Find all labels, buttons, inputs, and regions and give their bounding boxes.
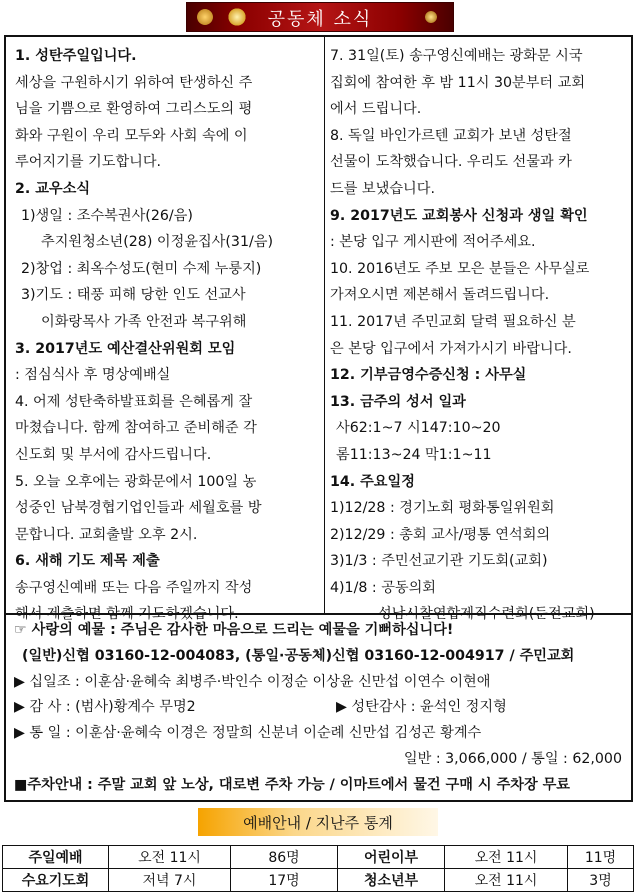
- news-line: 성중인 남북경협기업인들과 세월호를 방: [15, 500, 262, 517]
- news-line: 8. 독일 바인가르텐 교회가 보낸 성탄절: [330, 127, 572, 144]
- column-divider: [324, 37, 325, 613]
- news-line: 문합니다. 교회출발 오후 2시.: [15, 526, 198, 543]
- news-line: 2)12/29 : 총회 교사/평통 연석회의: [330, 526, 551, 543]
- table-cell: 오전 11시: [445, 869, 568, 892]
- news-line: 1)생일 : 조수복권사(26/음): [21, 207, 193, 224]
- news-line: 4)1/8 : 공동의회: [330, 579, 437, 596]
- parking-info: ■주차안내 : 주말 교회 앞 노상, 대로변 주차 가능 / 이마트에서 물건 구매 시 주차장 무료: [14, 776, 571, 793]
- news-line: 신도회 및 부서에 감사드립니다.: [15, 446, 212, 463]
- table-cell: 오전 11시: [109, 846, 231, 869]
- table-row: [3, 869, 634, 892]
- news-line: 1. 성탄주일입니다.: [15, 48, 137, 64]
- news-line: 에서 드립니다.: [330, 101, 422, 118]
- news-line: 선물이 도착했습니다. 우리도 선물과 카: [330, 154, 572, 171]
- table-cell: 3명: [568, 869, 634, 892]
- offering-content: [14, 618, 626, 799]
- table-cell: 청소년부: [338, 869, 445, 892]
- news-line: 6. 새해 기도 제목 제출: [15, 553, 160, 570]
- news-line: 은 본당 입구에서 가져가시기 바랍니다.: [330, 340, 572, 357]
- offering-heading: ☞ 사랑의 예물 : 주님은 감사한 마음으로 드리는 예물을 기뻐하십니다!: [14, 622, 454, 638]
- news-line: 세상을 구원하시기 위하여 탄생하신 주: [15, 74, 253, 91]
- table-cell: 수요기도회: [3, 869, 109, 892]
- news-line: 3)기도 : 태풍 피해 당한 인도 선교사: [21, 287, 246, 304]
- news-line: 마쳤습니다. 함께 참여하고 준비해준 각: [15, 420, 257, 437]
- news-line: 루어지기를 기도합니다.: [15, 154, 162, 171]
- news-line: : 본당 입구 게시판에 적어주세요.: [330, 234, 536, 251]
- news-line: 해서 제출하면 함께 기도하겠습니다.: [15, 606, 239, 623]
- news-line: 드를 보냈습니다.: [330, 180, 435, 197]
- news-line: 추지원청소년(28) 이정윤집사(31/음): [41, 234, 273, 251]
- table-cell: 오전 11시: [445, 846, 568, 869]
- news-line: 가져오시면 제본해서 돌려드립니다.: [330, 287, 550, 304]
- news-line: 7. 31일(토) 송구영신예배는 광화문 시국: [330, 48, 583, 64]
- offering-box: [4, 615, 633, 802]
- news-line: 사62:1~7 시147:10~20: [336, 420, 501, 437]
- news-line: : 점심식사 후 명상예배실: [15, 367, 171, 384]
- tithe-line: ▶ 십일조 : 이훈삼·윤혜숙 최병주·박인수 이정순 이상윤 신만섭 이연수 이현애: [14, 673, 491, 690]
- news-line: 3)1/3 : 주민선교기관 기도회(교회): [330, 553, 548, 570]
- news-line: 9. 2017년도 교회봉사 신청과 생일 확인: [330, 207, 588, 224]
- news-line: 롬11:13~24 막1:1~11: [336, 446, 492, 463]
- offering-totals: 일반 : 3,066,000 / 통일 : 62,000: [403, 750, 622, 767]
- news-line: 송구영신예배 또는 다음 주일까지 작성: [15, 579, 253, 596]
- thanks-line: [14, 695, 626, 721]
- table-cell: 주일예배: [3, 846, 109, 869]
- worship-table: [2, 845, 634, 892]
- news-line: 14. 주요일정: [330, 473, 415, 490]
- news-box: [4, 35, 633, 623]
- news-line: 11. 2017년 주민교회 달력 필요하신 분: [330, 313, 576, 330]
- thanks-christmas: ▶ 성탄감사 : 윤석인 정지형: [336, 699, 507, 716]
- table-cell: 어린이부: [338, 846, 445, 869]
- left-column: [15, 43, 317, 628]
- news-line: 1)12/28 : 경기노회 평화통일위원회: [330, 500, 555, 517]
- thanks-general: ▶ 감 사 : (범사)황계수 무명2: [14, 699, 196, 716]
- bank-accounts: (일반)신협 03160-12-004083, (통일·공동체)신협 03160-12-004917 / 주민교회: [22, 647, 575, 664]
- page-title: 공동체 소식: [267, 9, 373, 30]
- news-line: 2. 교우소식: [15, 180, 91, 197]
- news-line: 13. 금주의 성서 일과: [330, 393, 466, 410]
- section-header-banner: [186, 2, 454, 32]
- news-line: 이화랑목사 가족 안전과 복구위해: [41, 313, 247, 330]
- news-line: 집회에 참여한 후 밤 11시 30분부터 교회: [330, 74, 586, 91]
- table-cell: 17명: [231, 869, 338, 892]
- table-row: [3, 846, 634, 869]
- news-line: 성남시찰연합제직수련회(둔전교회): [378, 606, 595, 623]
- table-cell: 저녁 7시: [109, 869, 231, 892]
- news-line: 화와 구원이 우리 모두와 사회 속에 이: [15, 127, 248, 144]
- news-line: 12. 기부금영수증신청 : 사무실: [330, 367, 527, 384]
- table-cell: 86명: [231, 846, 338, 869]
- news-line: 4. 어제 성탄축하발표회를 은혜롭게 잘: [15, 393, 253, 410]
- news-line: 님을 기쁨으로 환영하여 그리스도의 평: [15, 101, 253, 118]
- right-column: [330, 43, 628, 628]
- news-line: 5. 오늘 오후에는 광화문에서 100일 농: [15, 473, 257, 490]
- news-line: 10. 2016년도 주보 모은 분들은 사무실로: [330, 260, 590, 277]
- worship-title: 예배안내 / 지난주 통계: [243, 814, 393, 832]
- worship-header-banner: [198, 808, 438, 836]
- table-cell: 11명: [568, 846, 634, 869]
- news-line: 2)창업 : 최옥수성도(현미 수제 누룽지): [21, 260, 262, 277]
- unity-line: ▶ 통 일 : 이훈삼·윤혜숙 이경은 정말희 신분녀 이순례 신만섭 김성곤 황계수: [14, 725, 482, 742]
- news-line: 3. 2017년도 예산결산위원회 모임: [15, 340, 236, 357]
